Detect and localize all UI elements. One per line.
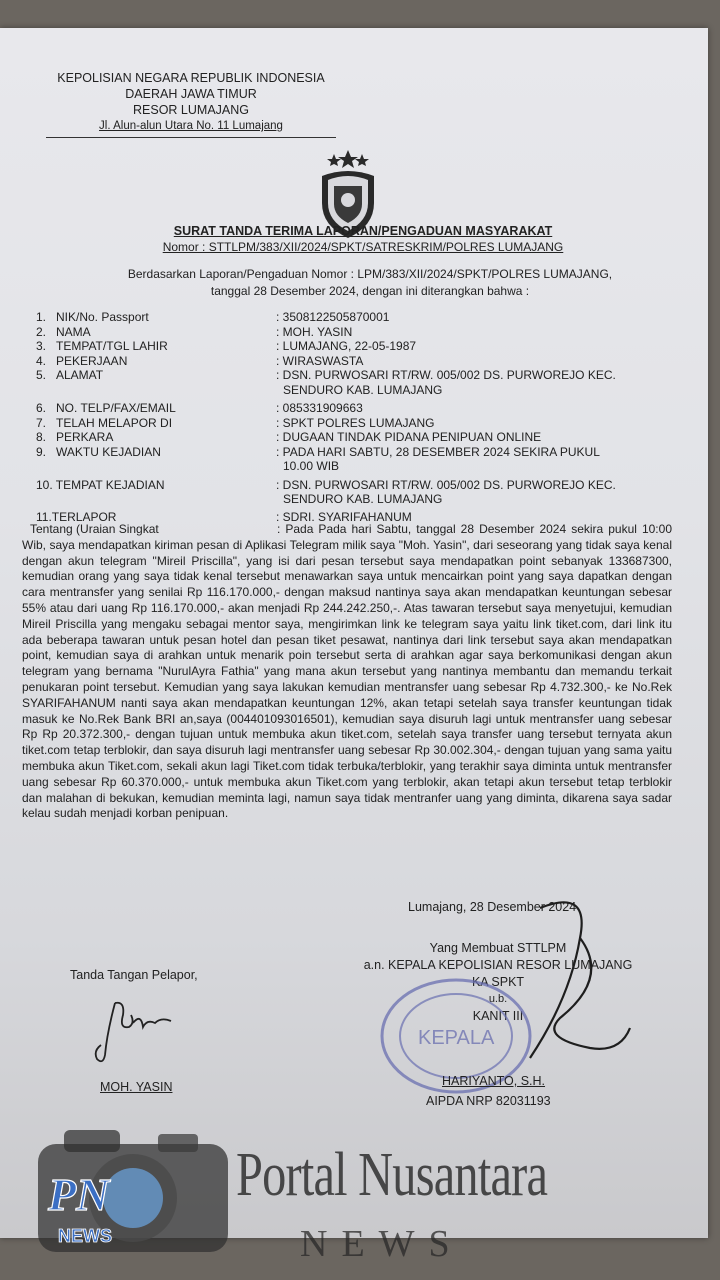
field-value-line1: : PADA HARI SABTU, 28 DESEMBER 2024 SEKIRA PUKUL xyxy=(276,444,600,459)
stamp-text: KEPALA xyxy=(418,1027,495,1049)
field-value: : 3508122505870001 xyxy=(276,310,390,324)
field-num: 2. xyxy=(36,324,47,339)
field-value xyxy=(276,478,696,507)
letterhead-address: Jl. Alun-alun Utara No. 11 Lumajang xyxy=(99,120,283,132)
field-label: NO. TELP/FAX/EMAIL xyxy=(56,401,176,415)
watermark-sub: NEWS xyxy=(300,1223,464,1265)
intro-line2: tanggal 28 Desember 2024, dengan ini diterangkan bahwa : xyxy=(210,284,530,298)
field-row xyxy=(36,401,696,416)
field-row xyxy=(36,368,696,397)
officer-line1: Yang Membuat STTLPM xyxy=(429,941,567,955)
letterhead-line3: RESOR LUMAJANG xyxy=(133,103,249,117)
field-value-line2: 10.00 WIB xyxy=(283,459,340,473)
field-row xyxy=(36,478,696,507)
uraian-paragraph: : Pada Pada hari Sabtu, tanggal 28 Desember 2024 sekira pukul 10:00 Wib, saya mendapatkan kiriman pesan di Aplikasi Telegram milik saya "Moh. Yasin", dari seseorang yang tidak saya kenal dengan akun telegram "Mireil Priscilla", yang isi dari pesan tersebut saya mendapatkan point sebanyak 133687300, kemudian orang yang saya tidak kenal tersebut menawarkan saya untuk mencairkan point yang saya dapatkan dengan cara mentransfer yang senilai Rp 116.170.000,- dengan maksud nantinya saya akan mendapatkan keuntungan sebesar 55% atau dari uang Rp 116.170.000,- akan menjadi Rp 244.242.250,-. Atas tawaran tersebut saya menyetujui, kemudian Mireil Priscilla yang mengaku sebagai mentor saya, mengirimkan link ke telegram saya yaitu link tiket.com, dari link itu ada beberapa tawaran untuk pesan hotel dan pesan tiket pesawat, nantinya dari link tersebut saya akan mendapatkan point, kemudian saya di arahkan untuk menarik poin tersebut serta di arahkan agar saya berkomunikasi dengan akun telegram yang bernama "NurulAyra Fathia" yang mana akun tersebut yang nantinya membantu dan memandu terkait penukaran point tersebut. Kemudian yang saya lakukan kemudian mentransfer uang sebesar Rp 4.732.300,- ke No.Rek SYARIFAHANUM nanti saya akan mendapatkan keuntungan 12%, akan tetapi setelah saya transfer keuntungan tidak masuk ke No.Rek Bank BRI an,saya (004401093016501), kemudian saya disuruh lagi untuk mentransfer uang sebesar Rp Rp 20.372.300,- dengan tujuan untuk membuka akun tiket.com, setelah saya transfer uang tersebut ternyata akun tiket.com tetap terblokir, dan saya disuruh lagi mentransfer uang sebesar Rp 30.002.304,- dengan tujuan yang sama yaitu membuka akun Tiket.com, sekali akun lagi Tiket.com tidak terbuka/terblokir, yang terakhir saya diminta untuk mentransfer uang sebesar Rp 60.370.000,- untuk membuka akun Tiket.com yang terblokir, akan tetapi akun tersebut tetap terblokir dan malahan di bekukan, kemudian meminta lagi, namun saya tidak mentranfer uang yang diminta, dikarena saya sadar kelau sudah menjadi korban penipuan. xyxy=(22,522,672,821)
field-value-line1: : DSN. PURWOSARI RT/RW. 005/002 DS. PURWOREJO KEC. xyxy=(276,477,616,492)
letterhead-line2: DAERAH JAWA TIMUR xyxy=(125,87,257,101)
field-value xyxy=(276,368,696,397)
field-num: 9. xyxy=(36,444,47,459)
field-value: : LUMAJANG, 22-05-1987 xyxy=(276,339,417,353)
identity-fields xyxy=(36,310,696,524)
intro-paragraph xyxy=(80,266,660,300)
document-paper xyxy=(0,28,708,1238)
field-num: 6. xyxy=(36,401,47,415)
field-label: TELAH MELAPOR DI xyxy=(56,415,173,430)
field-num: 3. xyxy=(36,339,47,353)
field-label: WAKTU KEJADIAN xyxy=(56,444,161,459)
field-value xyxy=(276,445,696,474)
field-label: 11.TERLAPOR xyxy=(36,509,117,524)
watermark-brand: Portal Nusantara xyxy=(236,1141,548,1209)
field-row xyxy=(36,339,696,354)
officer-line4: u.b. xyxy=(488,993,508,1005)
reporter-name: MOH. YASIN xyxy=(100,1080,173,1094)
field-label: PEKERJAAN xyxy=(56,353,128,368)
field-num: 5. xyxy=(36,368,47,382)
field-label: TEMPAT/TGL LAHIR xyxy=(56,339,168,353)
logo-text: PN xyxy=(48,1169,110,1220)
officer-signature-icon xyxy=(470,888,670,1088)
field-value-line1: : DSN. PURWOSARI RT/RW. 005/002 DS. PURWOREJO KEC. xyxy=(276,368,616,382)
field-value-line2: SENDURO KAB. LUMAJANG xyxy=(283,492,443,506)
document-title: SURAT TANDA TERIMA LAPORAN/PENGADUAN MASYARAKAT xyxy=(173,224,553,238)
field-row xyxy=(36,325,696,340)
officer-line2: a.n. KEPALA KEPOLISIAN RESOR LUMAJANG xyxy=(363,958,633,972)
field-row xyxy=(36,416,696,431)
officer-name: HARIYANTO, S.H. xyxy=(442,1074,546,1088)
letterhead-line1: KEPOLISIAN NEGARA REPUBLIK INDONESIA xyxy=(57,71,325,85)
reporter-signature-icon xyxy=(85,993,175,1073)
field-value: : 085331909663 xyxy=(276,401,363,415)
field-value: : DUGAAN TINDAK PIDANA PENIPUAN ONLINE xyxy=(276,430,542,444)
field-value: : SDRI. SYARIFAHANUM xyxy=(276,509,412,524)
field-label: NAMA xyxy=(56,324,91,339)
field-label: ALAMAT xyxy=(56,368,104,382)
field-num: 4. xyxy=(36,353,47,368)
field-num: 7. xyxy=(36,415,47,430)
document-number: Nomor : STTLPM/383/XII/2024/SPKT/SATRESKRIM/POLRES LUMAJANG xyxy=(162,240,564,254)
field-value: : SPKT POLRES LUMAJANG xyxy=(276,415,435,430)
intro-line1: Berdasarkan Laporan/Pengaduan Nomor : LPM/383/XII/2024/SPKT/POLRES LUMAJANG, xyxy=(127,267,613,281)
field-row xyxy=(36,310,696,325)
field-value: : WIRASWASTA xyxy=(276,353,364,368)
officer-line5: KANIT III xyxy=(472,1009,524,1023)
reporter-signature-label: Tanda Tangan Pelapor, xyxy=(70,968,198,982)
field-num: 1. xyxy=(36,310,47,324)
field-row xyxy=(36,445,696,474)
logo-sub-text: NEWS xyxy=(58,1226,112,1246)
field-value: : MOH. YASIN xyxy=(276,324,353,339)
uraian-label: Tentang (Uraian Singkat xyxy=(30,522,159,536)
letterhead xyxy=(46,70,336,138)
officer-rank: AIPDA NRP 82031193 xyxy=(426,1094,551,1108)
field-num: 8. xyxy=(36,430,47,444)
place-date: Lumajang, 28 Desember 2024 xyxy=(408,900,577,914)
field-label: NIK/No. Passport xyxy=(56,310,149,324)
officer-line3: KA SPKT xyxy=(471,975,525,989)
field-label: 10. TEMPAT KEJADIAN xyxy=(36,477,165,492)
field-value-line2: SENDURO KAB. LUMAJANG xyxy=(283,382,443,397)
field-row xyxy=(36,354,696,369)
field-row xyxy=(36,430,696,445)
field-label: PERKARA xyxy=(56,430,114,444)
letterhead-rule xyxy=(46,137,336,138)
